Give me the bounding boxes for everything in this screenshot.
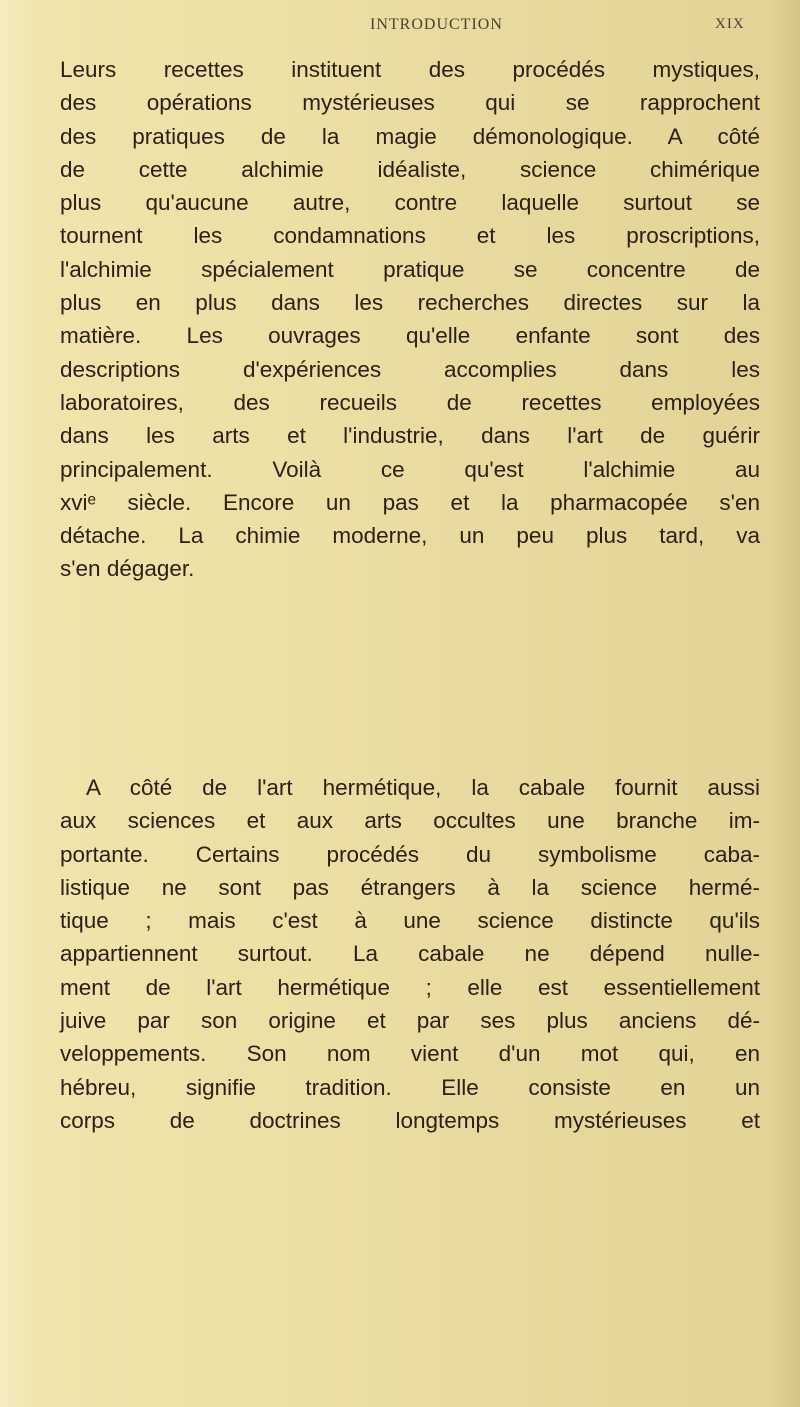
text-line: des pratiques de la magie démonologique. A côté xyxy=(60,123,760,149)
text-line: s'en dégager. xyxy=(60,556,195,582)
text-line: corps de doctrines longtemps mystérieuses et xyxy=(60,1107,760,1133)
page-edge-right xyxy=(770,0,800,1407)
text-line: plus en plus dans les recherches directes sur la xyxy=(60,290,760,316)
running-title: INTRODUCTION xyxy=(370,16,503,33)
text-line: appartiennent surtout. La cabale ne dépend nulle- xyxy=(60,941,760,967)
text-line: plus qu'aucune autre, contre laquelle surtout se xyxy=(60,190,760,216)
paragraph-1 xyxy=(60,53,760,586)
text-line: des opérations mystérieuses qui se rapprochent xyxy=(60,90,760,116)
text-line: de cette alchimie idéaliste, science chimérique xyxy=(60,156,760,182)
text-line: ment de l'art hermétique ; elle est essentiellement xyxy=(60,974,760,1000)
text-line: juive par son origine et par ses plus anciens dé- xyxy=(60,1008,760,1034)
text-line: aux sciences et aux arts occultes une branche im- xyxy=(60,808,760,834)
text-line: veloppements. Son nom vient d'un mot qui, en xyxy=(60,1041,760,1067)
running-header xyxy=(0,16,800,40)
text-line: A côté de l'art hermétique, la cabale fournit aussi xyxy=(86,775,760,800)
text-line: dans les arts et l'industrie, dans l'art de guérir xyxy=(60,423,760,449)
paragraph-2 xyxy=(60,771,760,1137)
text-line: matière. Les ouvrages qu'elle enfante sont des xyxy=(60,323,760,349)
page-number: XIX xyxy=(715,16,745,32)
text-line: principalement. Voilà ce qu'est l'alchimie au xyxy=(60,456,760,482)
text-line: tournent les condamnations et les proscriptions, xyxy=(60,223,760,249)
text-line: détache. La chimie moderne, un peu plus tard, va xyxy=(60,523,760,549)
text-line: Leurs recettes instituent des procédés mystiques, xyxy=(60,57,760,82)
text-line: tique ; mais c'est à une science distincte qu'ils xyxy=(60,908,760,934)
page-edge-left xyxy=(0,0,40,1407)
text-line: portante. Certains procédés du symbolisme caba- xyxy=(60,841,760,867)
text-line: descriptions d'expériences accomplies dans les xyxy=(60,356,760,382)
text-line: xviᵉ siècle. Encore un pas et la pharmacopée s'en xyxy=(60,489,760,515)
text-line: l'alchimie spécialement pratique se concentre de xyxy=(60,256,760,282)
text-line: laboratoires, des recueils de recettes employées xyxy=(60,389,760,415)
text-line: hébreu, signifie tradition. Elle consiste en un xyxy=(60,1074,760,1100)
text-line: listique ne sont pas étrangers à la science hermé- xyxy=(60,874,760,900)
